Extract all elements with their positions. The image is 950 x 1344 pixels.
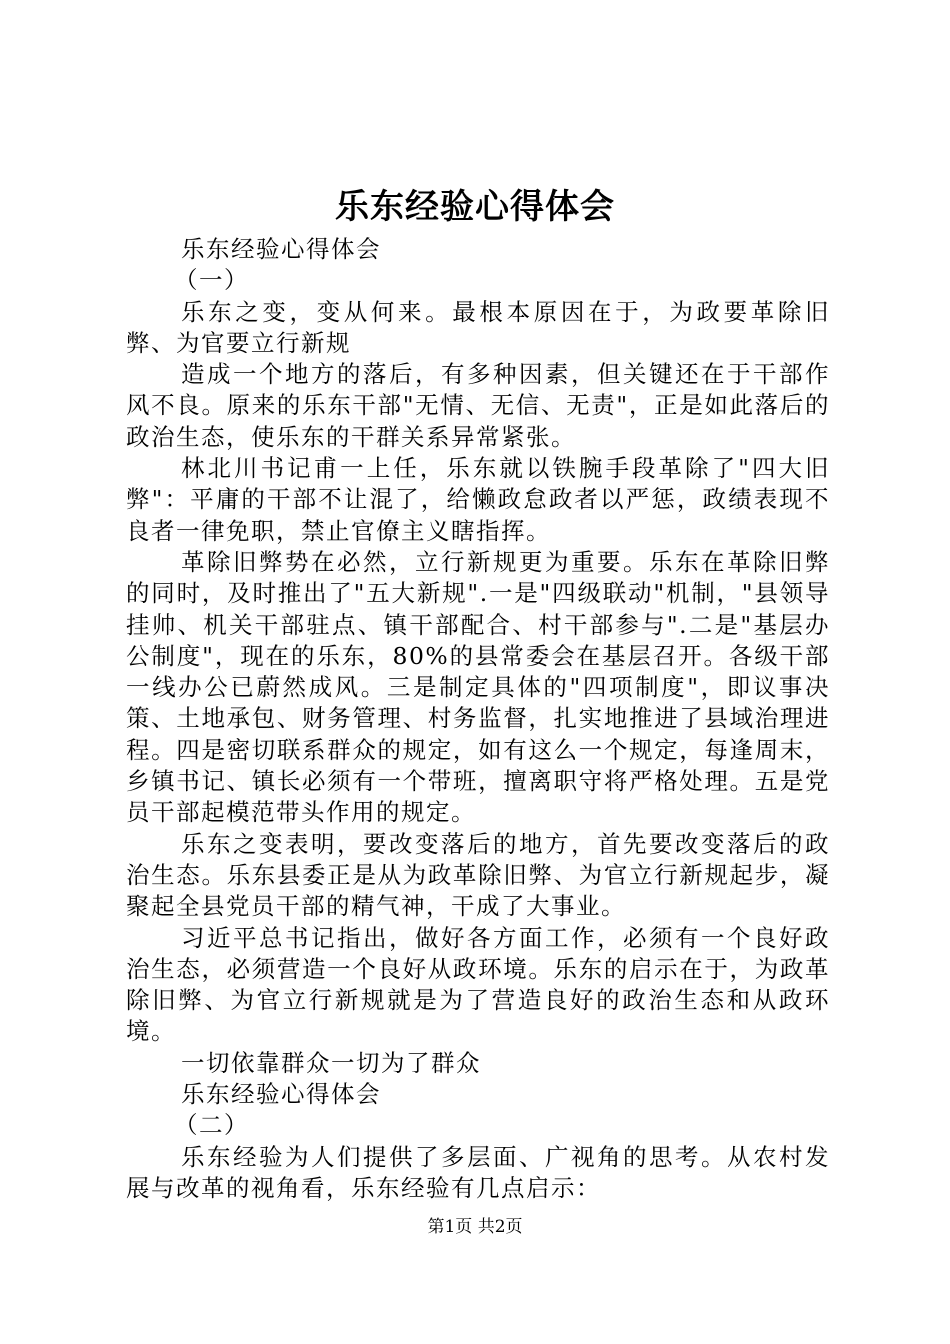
paragraph: 习近平总书记指出，做好各方面工作，必须有一个良好政治生态，必须营造一个良好从政环境。乐东的启示在于，为政革除旧弊、为官立行新规就是为了营造良好的政治生态和从政环境。: [126, 923, 830, 1046]
paragraph: 造成一个地方的落后，有多种因素，但关键还在于干部作风不良。原来的乐东干部"无情、无信、无责"，正是如此落后的政治生态，使乐东的干群关系异常紧张。: [126, 360, 830, 451]
section-marker-1: （一）: [174, 266, 249, 295]
paragraph: 乐东经验为人们提供了多层面、广视角的思考。从农村发展与改革的视角看，乐东经验有几点启示：: [126, 1142, 830, 1202]
subtitle-part-2: 乐东经验心得体会: [181, 1080, 381, 1109]
paragraph: 林北川书记甫一上任，乐东就以铁腕手段革除了"四大旧弊"：平庸的干部不让混了，给懒政怠政者以严惩，政绩表现不良者一律免职，禁止官僚主义瞎指挥。: [126, 454, 830, 545]
document-title: 乐东经验心得体会: [335, 187, 615, 227]
paragraph: 乐东之变表明，要改变落后的地方，首先要改变落后的政治生态。乐东县委正是从为政革除旧弊、为官立行新规起步，凝聚起全县党员干部的精气神，干成了大事业。: [126, 829, 830, 921]
page-number-footer: 第1页 共2页: [427, 1217, 523, 1237]
paragraph: 乐东之变，变从何来。最根本原因在于，为政要革除旧弊、为官要立行新规: [126, 297, 830, 357]
document-body: [126, 234, 830, 1204]
section-marker-2: （二）: [174, 1111, 249, 1140]
subtitle-part-1: 乐东经验心得体会: [181, 235, 381, 263]
slogan-line: 一切依靠群众一切为了群众: [181, 1048, 481, 1077]
paragraph: 革除旧弊势在必然，立行新规更为重要。乐东在革除旧弊的同时，及时推出了"五大新规".一是"四级联动"机制，"县领导挂帅、机关干部驻点、镇干部配合、村干部参与".二是"基层办公制度"，现在的乐东，80%的县常委会在基层召开。各级干部一线办公已蔚然成风。三是制定具体的"四项制度"，即议事决策、土地承包、财务管理、村务监督，扎实地推进了县域治理进程。四是密切联系群众的规定，如有这么一个规定，每逢周末，乡镇书记、镇长必须有一个带班，擅离职守将严格处理。五是党员干部起模范带头作用的规定。: [126, 547, 830, 827]
